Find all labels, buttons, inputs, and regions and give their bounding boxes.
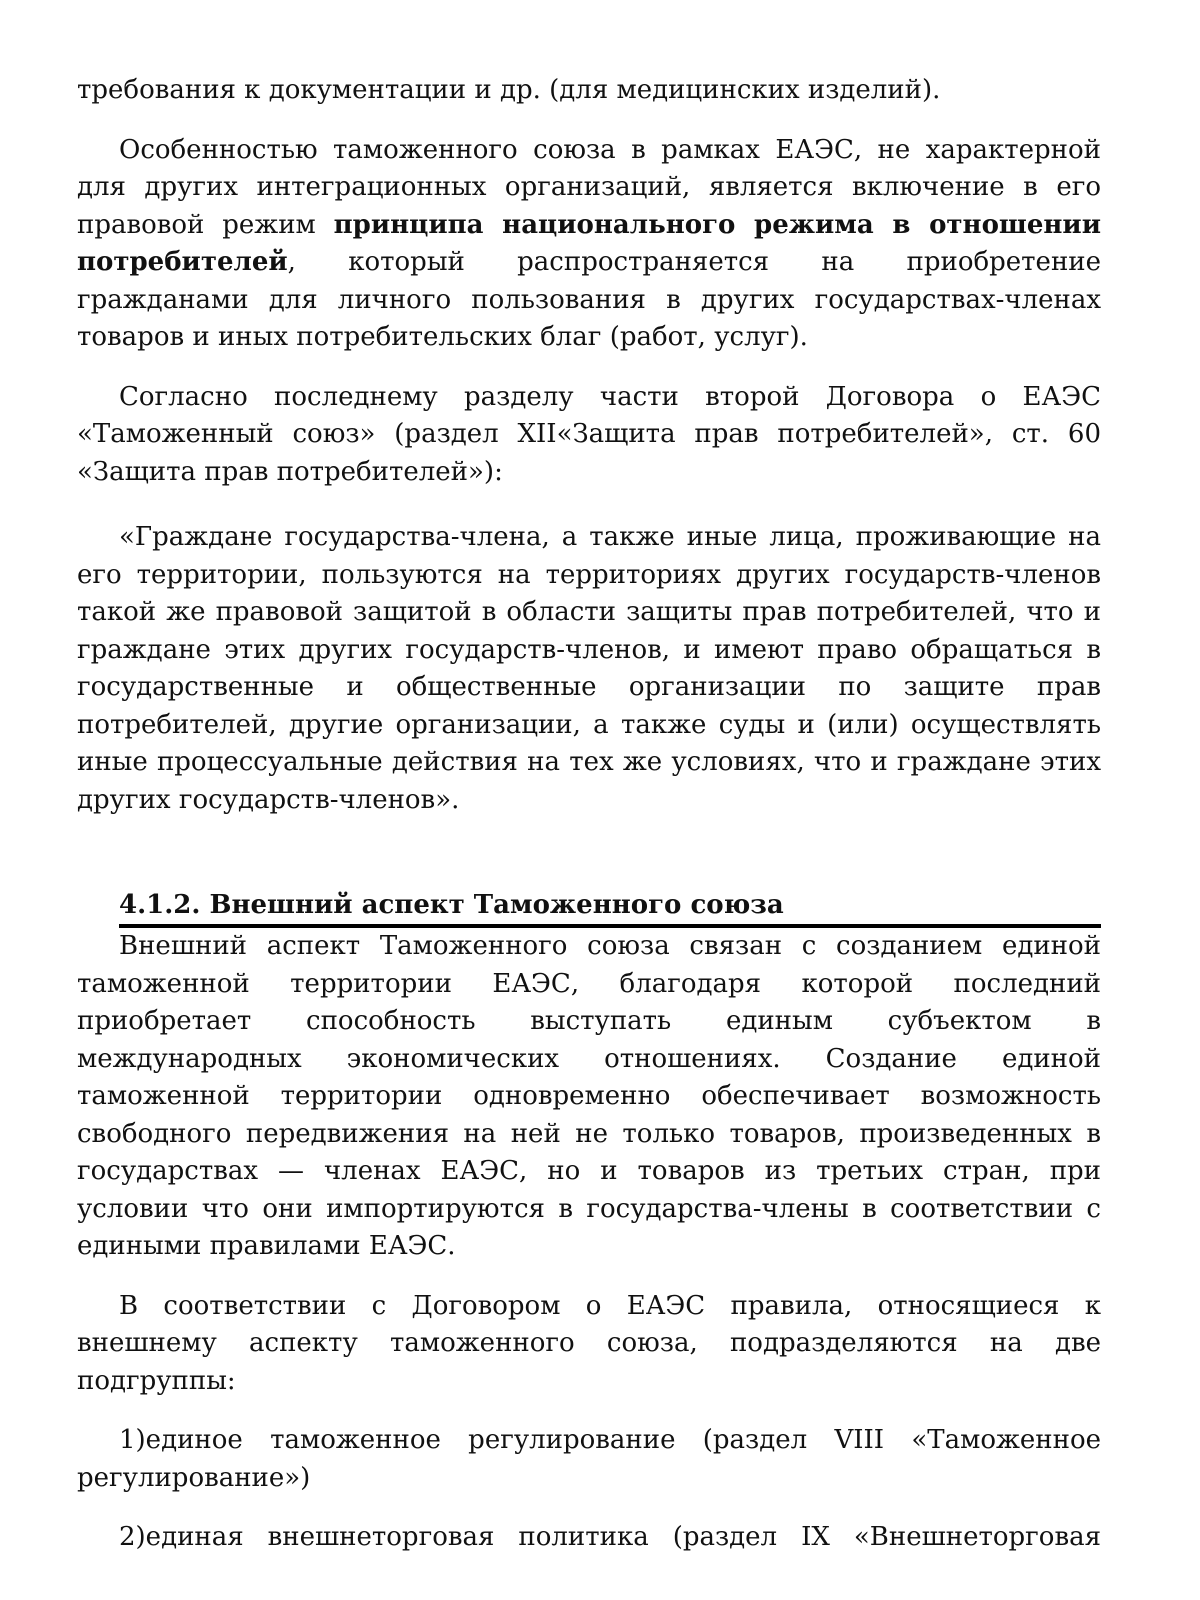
paragraph-national-regime <box>77 132 1101 357</box>
paragraph-quote: «Граждане государства-члена, а также иные лица, проживающие на его территории, пользуются на территориях других государств-членов такой же правовой защитой в области защиты прав потребителей, что и граждане этих других государств-членов, и имеют право обращаться в государственные и общественные организации по защите прав потребителей, другие организации, а также суды и (или) осуществлять иные процессуальные действия на тех же условиях, что и граждане этих других государств-членов». <box>77 522 1101 815</box>
paragraph-subgroups: В соответствии с Договором о ЕАЭС правила, относящиеся к внешнему аспекту таможенного союза, подразделяются на две подгруппы: <box>77 1290 1101 1396</box>
paragraph-text: , который распространяется на приобретение гражданами для личного пользования в других государствах-членах товаров и иных потребительских благ (работ, услуг). <box>77 247 1101 352</box>
paragraph-external-aspect: Внешний аспект Таможенного союза связан с созданием единой таможенной территории ЕАЭС, благодаря которой последний приобретает способность выступать единым субъектом в международных экономических отношениях. Создание единой таможенной территории одновременно обеспечивает возможность свободного передвижения на ней не только товаров, произведенных в государствах — членах ЕАЭС, но и товаров из третьих стран, при условии что они импортируются в государства-члены в соответствии с едиными правилами ЕАЭС. <box>77 931 1101 1261</box>
paragraph-continuation: требования к документации и др. (для медицинских изделий). <box>77 75 941 105</box>
section-heading: 4.1.2. Внешний аспект Таможенного союза <box>119 887 1101 928</box>
document-page <box>77 72 1101 1557</box>
list-item-customs-regulation: 1)единое таможенное регулирование (раздел VIII «Таможенное регулирование») <box>77 1425 1101 1493</box>
paragraph-text: Особенностью таможенного союза в рамках ЕАЭС, не характерной для других интеграционных организаций, является включение в его правовой режим <box>77 134 1101 240</box>
list-item-trade-policy: 2)единая внешнеторговая политика (раздел IX «Внешнеторговая <box>119 1522 1101 1552</box>
paragraph-treaty-reference: Согласно последнему разделу части второй Договора о ЕАЭС «Таможенный союз» (раздел XII«Защита прав потребителей», ст. 60 «Защита прав потребителей»): <box>77 381 1101 487</box>
bold-principle-text: принципа национального режима в отношении потребителей <box>77 209 1101 277</box>
